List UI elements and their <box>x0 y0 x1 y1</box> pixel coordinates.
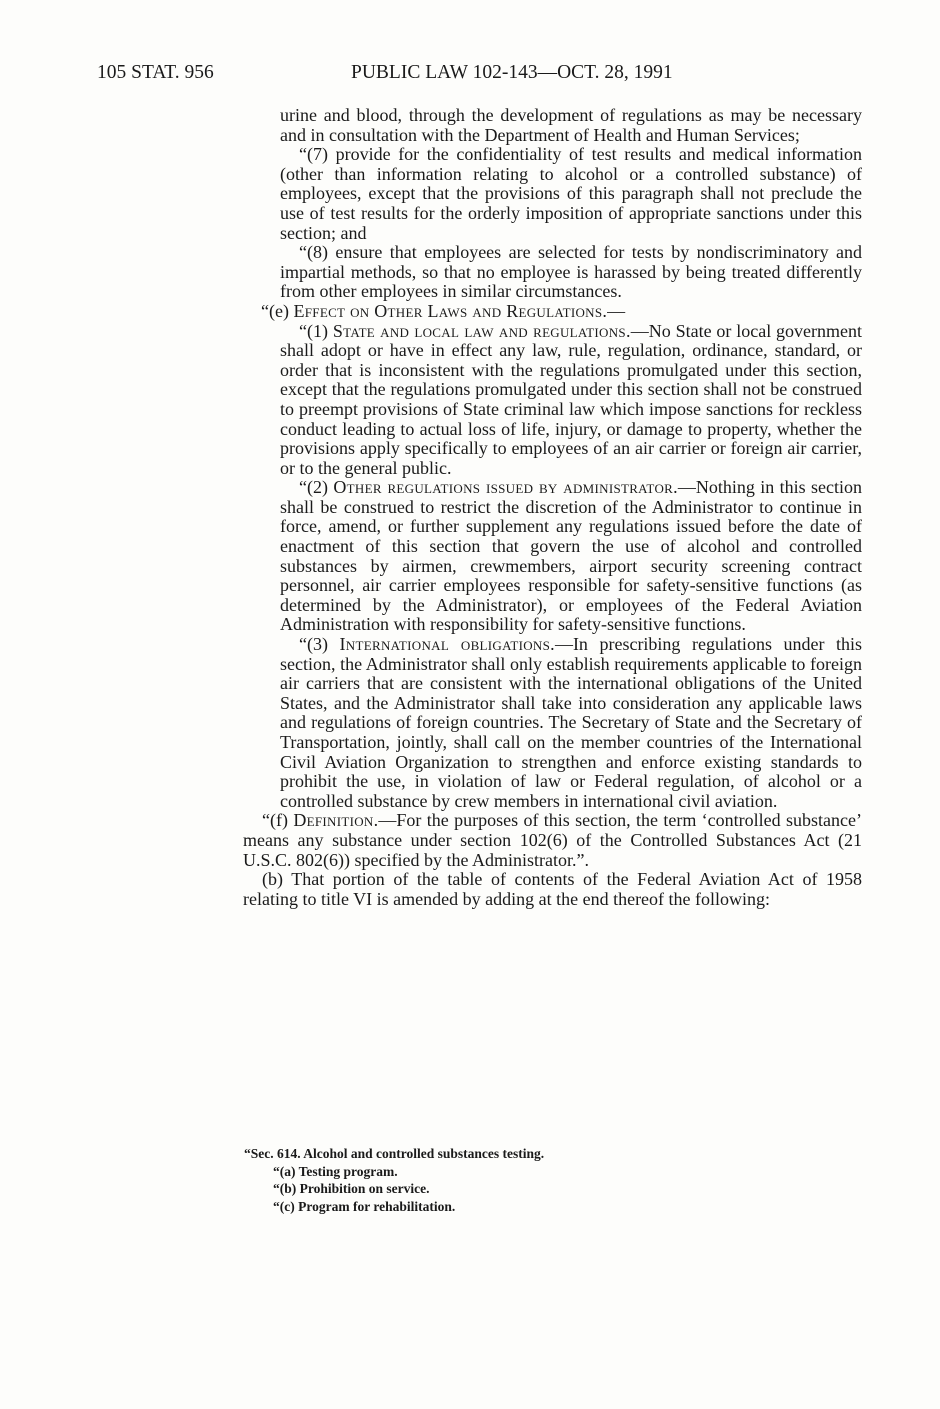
paragraph-8: “(8) ensure that employees are selected for tests by nondiscriminatory and impartial methods, so that no employee is harassed by being treated differently from other employees in similar circumstances. <box>280 242 862 302</box>
subsection-e-title: Effect on Other Laws and Regulations.— <box>293 300 626 321</box>
toc-section-line: “Sec. 614. Alcohol and controlled substances testing. <box>244 1146 545 1161</box>
paragraph-e1-heading: State and local law and regulations. <box>332 320 631 341</box>
subsection-e-prefix: “(e) <box>261 300 294 321</box>
paragraph-e3-text: —In prescribing regulations under this section, the Administrator shall only establish requirements applicable to foreign air carriers that are consistent with the international obligations of the United States, and the Administrator shall take into consideration any applicable laws and regulations of foreign countries. The Secretary of State and the Secretary of Transportation, jointly, shall call on the member countries of the International Civil Aviation Organization to strengthen and enforce existing standards to prohibit the use, in violation of law or Federal regulation, of alcohol or a controlled substance by crew members in international civil aviation. <box>280 634 862 811</box>
toc-item: “(b) Prohibition on service. <box>273 1181 430 1196</box>
paragraph-e3-prefix: “(3) <box>299 634 340 655</box>
subsection-e-heading <box>261 302 862 322</box>
paragraph-7: “(7) provide for the confidentiality of test results and medical information (other than information relating to alcohol or a controlled substance) of employees, except that the provisions of this paragraph shall not preclude the use of test results for the orderly imposition of appropriate sanctions under this section; and <box>280 144 862 243</box>
paragraph-continuation: urine and blood, through the development of regulations as may be necessary and in consultation with the Department of Health and Human Services; <box>280 105 862 145</box>
subsection-f <box>243 811 862 870</box>
subsection-b: (b) That portion of the table of contents of the Federal Aviation Act of 1958 relating to title VI is amended by adding at the end thereof the following: <box>243 869 862 909</box>
paragraph-e2-heading: Other regulations issued by administrator. <box>333 477 678 498</box>
running-head <box>97 62 867 88</box>
toc-item: “(c) Program for rehabilitation. <box>273 1198 456 1214</box>
paragraph-e3-heading: International obligations. <box>339 634 555 655</box>
paragraph-e1-prefix: “(1) <box>299 320 333 341</box>
subsection-f-prefix: “(f) <box>262 810 294 831</box>
paragraph-e1 <box>280 322 862 479</box>
subsection-f-text: —For the purposes of this section, the term ‘controlled substance’ means any substance under section 102(6) of the Controlled Substances Act (21 U.S.C. 802(6)) specified by the Administrator.”. <box>243 810 862 870</box>
body-text <box>0 106 940 909</box>
paragraph-e2 <box>280 478 862 635</box>
paragraph-e2-text: —Nothing in this section shall be construed to restrict the discretion of the Administrator to continue in force, amend, or further supplement any regulations issued before the date of enactment of this section that govern the use of alcohol and controlled substances by airmen, crewmembers, airport security screening contract personnel, air carrier employees responsible for safety-sensitive functions (as determined by the Administrator), or employees of the Federal Aviation Administration with responsibility for safety-sensitive functions. <box>280 477 862 635</box>
public-law-reference: PUBLIC LAW 102-143—OCT. 28, 1991 <box>351 62 673 83</box>
paragraph-e2-prefix: “(2) <box>299 477 334 498</box>
table-of-contents-insert <box>244 1145 544 1215</box>
toc-item: “(a) Testing program. <box>273 1163 398 1179</box>
paragraph-e1-text: —No State or local government shall adopt or have in effect any law, rule, regulation, ordinance, standard, or order that is inconsistent with the regulations promulgated under this section, except that the regulations promulgated under this section shall not be construed to preempt provisions of State criminal law which impose sanctions for reckless conduct leading to actual loss of life, injury, or damage to property, whether the provisions apply specifically to employees of an air carrier or foreign air carrier, or to the general public. <box>280 320 862 478</box>
statute-reference: 105 STAT. 956 <box>97 62 214 83</box>
paragraph-e3 <box>280 635 862 811</box>
subsection-f-heading: Definition. <box>293 810 379 831</box>
